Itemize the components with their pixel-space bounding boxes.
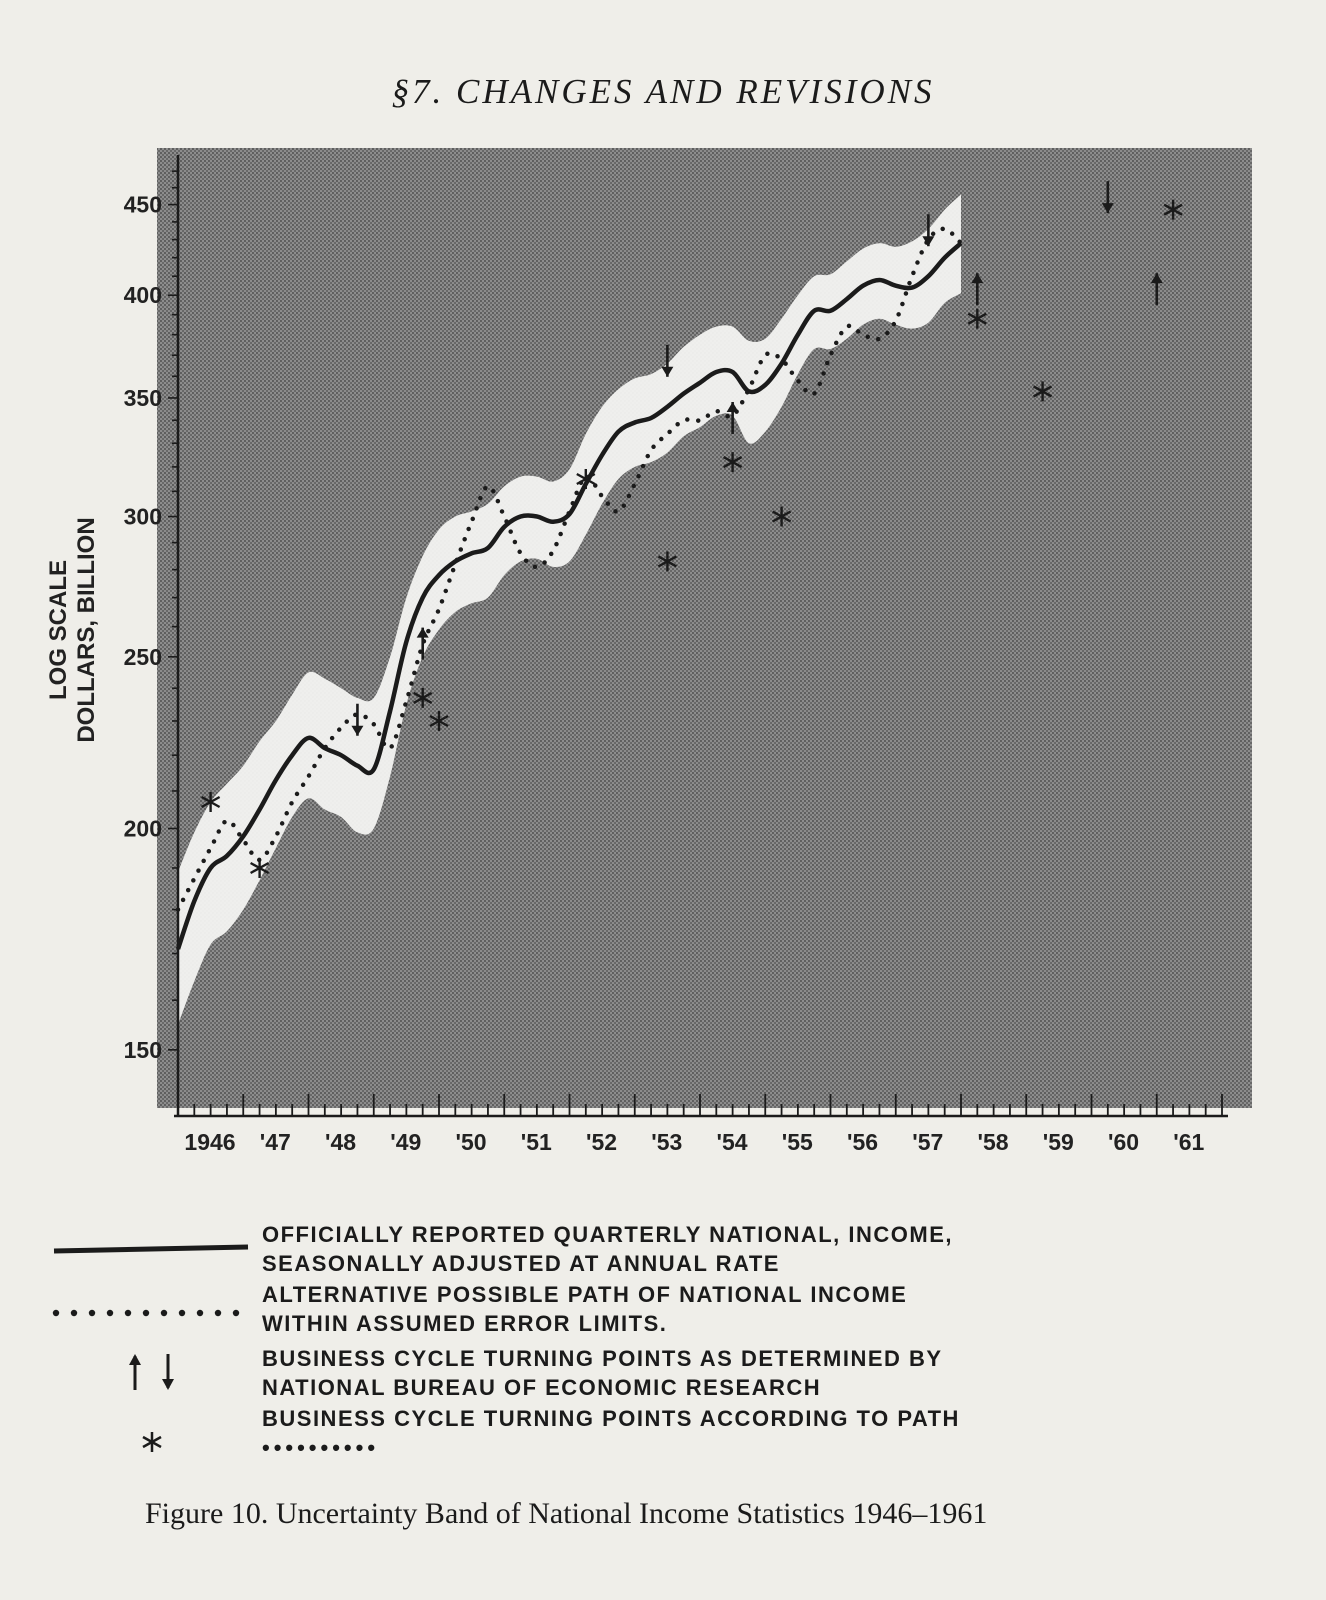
y-tick-label: 400: [123, 282, 162, 309]
legend-nber-line2: NATIONAL BUREAU OF ECONOMIC RESEARCH: [262, 1375, 822, 1400]
x-tick-label: '61: [1173, 1129, 1205, 1155]
y-axis-label: [45, 517, 100, 742]
x-tick-label: '47: [259, 1129, 291, 1155]
legend-nber-line1: BUSINESS CYCLE TURNING POINTS AS DETERMINED BY: [262, 1346, 943, 1371]
x-tick-label: '60: [1107, 1129, 1140, 1155]
legend-path-line2: ••••••••••: [262, 1435, 380, 1460]
y-tick-label: 300: [123, 503, 162, 530]
x-tick-label: '51: [520, 1129, 552, 1155]
legend-official-line2: SEASONALLY ADJUSTED AT ANNUAL RATE: [262, 1251, 780, 1276]
legend-dot: [161, 1310, 167, 1316]
y-axis-label-line1: LOG SCALE: [45, 559, 72, 701]
legend-dot: [53, 1310, 59, 1316]
legend-dot: [125, 1310, 131, 1316]
legend-official-line1: OFFICIALLY REPORTED QUARTERLY NATIONAL, INCOME,: [262, 1222, 954, 1247]
page-header: §7. CHANGES AND REVISIONS: [391, 72, 935, 111]
legend-dot: [215, 1310, 221, 1316]
x-tick-label: '48: [324, 1129, 357, 1155]
legend-arrows-symbol: [129, 1354, 174, 1390]
legend-asterisk-symbol: [143, 1432, 161, 1452]
y-axis-label-line2: DOLLARS, BILLION: [73, 517, 100, 743]
x-tick-label: '49: [390, 1129, 422, 1155]
legend-alternative-line1: ALTERNATIVE POSSIBLE PATH OF NATIONAL INCOME: [262, 1282, 908, 1307]
x-tick-label: '50: [455, 1129, 487, 1155]
figure-caption: Figure 10. Uncertainty Band of National Income Statistics 1946–1961: [145, 1497, 988, 1530]
y-tick-label: 450: [123, 191, 162, 218]
legend-dot: [179, 1310, 185, 1316]
x-tick-label: '55: [781, 1129, 813, 1155]
plot-shade-tint: [157, 148, 1252, 1108]
legend-item-nber: [262, 1344, 943, 1402]
plot-shaded-background: [157, 148, 1252, 1108]
legend-dot: [233, 1310, 239, 1316]
x-tick-label: '52: [585, 1129, 618, 1155]
legend-item-alternative: [262, 1280, 907, 1338]
legend-symbols: [40, 1220, 300, 1480]
legend-path-line1: BUSINESS CYCLE TURNING POINTS ACCORDING TO PATH: [262, 1406, 960, 1431]
y-tick-label: 250: [123, 643, 162, 670]
legend-dotted-line-symbol: [53, 1310, 239, 1316]
x-tick-label: '59: [1042, 1129, 1074, 1155]
x-tick-label: '53: [651, 1129, 683, 1155]
x-tick-label: '56: [846, 1129, 879, 1155]
legend-dot: [71, 1310, 77, 1316]
x-tick-label: 1946: [184, 1129, 236, 1155]
y-tick-label: 150: [123, 1036, 162, 1063]
legend-dot: [107, 1310, 113, 1316]
legend-solid-line-symbol: [54, 1247, 248, 1251]
legend-dot: [197, 1310, 203, 1316]
legend-item-path: [262, 1404, 960, 1462]
legend-alternative-line2: WITHIN ASSUMED ERROR LIMITS.: [262, 1311, 668, 1336]
y-tick-label: 200: [123, 815, 162, 842]
legend-item-official: [262, 1220, 953, 1278]
x-tick-label: '54: [716, 1129, 748, 1155]
legend-dot: [143, 1310, 149, 1316]
x-tick-label: '57: [912, 1129, 944, 1155]
legend-dot: [89, 1310, 95, 1316]
y-tick-label: 350: [123, 384, 162, 411]
x-tick-label: '58: [977, 1129, 1009, 1155]
